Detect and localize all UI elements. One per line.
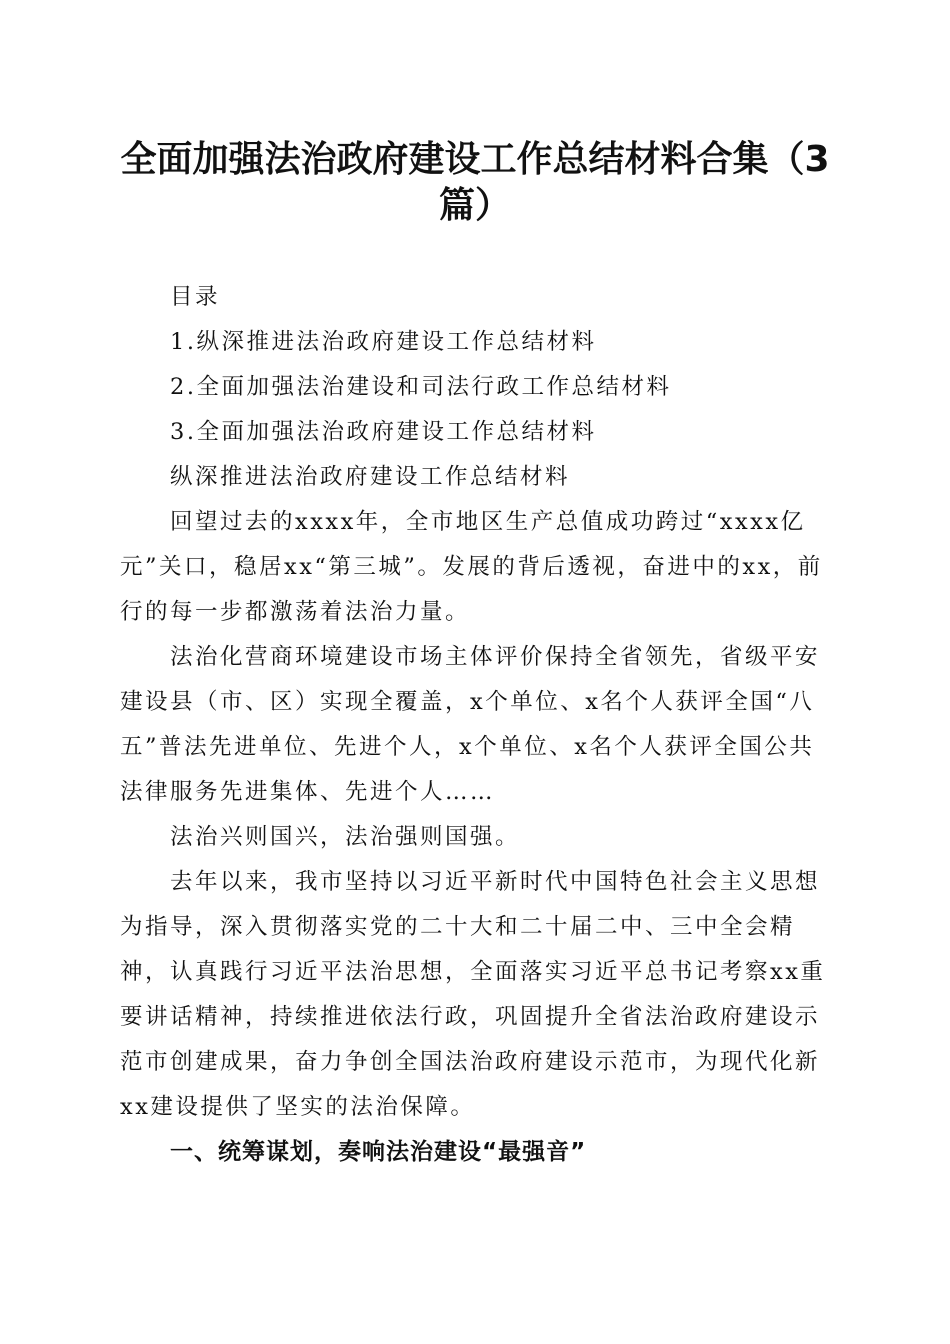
toc-item-3: 3.全面加强法治政府建设工作总结材料 (170, 419, 597, 445)
document-title (110, 138, 840, 182)
toc-item-1: 1.纵深推进法治政府建设工作总结材料 (170, 329, 597, 355)
document-title-line2: 篇） (438, 185, 511, 226)
toc-item-2: 2.全面加强法治建设和司法行政工作总结材料 (170, 374, 672, 400)
document-title-continued (110, 184, 840, 228)
paragraph-2: 法治化营商环境建设市场主体评价保持全省领先，省级平安建设县（市、区）实现全覆盖，x个单位、x名个人获评全国“八五”普法先进单位、先进个人，x个单位、x名个人获评全国公共法律服务先进集体、先进个人…… (120, 644, 821, 805)
toc-label: 目录 (170, 284, 221, 310)
paragraph-4: 去年以来，我市坚持以习近平新时代中国特色社会主义思想为指导，深入贯彻落实党的二十大和二十届二中、三中全会精神，认真践行习近平法治思想，全面落实习近平总书记考察xx重要讲话精神，持续推进依法行政，巩固提升全省法治政府建设示范市创建成果，奋力争创全国法治政府建设示范市，为现代化新xx建设提供了坚实的法治保障。 (120, 869, 826, 1120)
section-heading-1: 一、统筹谋划，奏响法治建设“最强音” (170, 1139, 587, 1165)
article-title: 纵深推进法治政府建设工作总结材料 (170, 464, 571, 490)
paragraph-1: 回望过去的xxxx年，全市地区生产总值成功跨过“xxxx亿元”关口，稳居xx“第三城”。发展的背后透视，奋进中的xx，前行的每一步都激荡着法治力量。 (120, 509, 823, 625)
paragraph-3: 法治兴则国兴，法治强则国强。 (170, 824, 521, 850)
document-title-line1: 全面加强法治政府建设工作总结材料合集（3 (120, 139, 830, 180)
